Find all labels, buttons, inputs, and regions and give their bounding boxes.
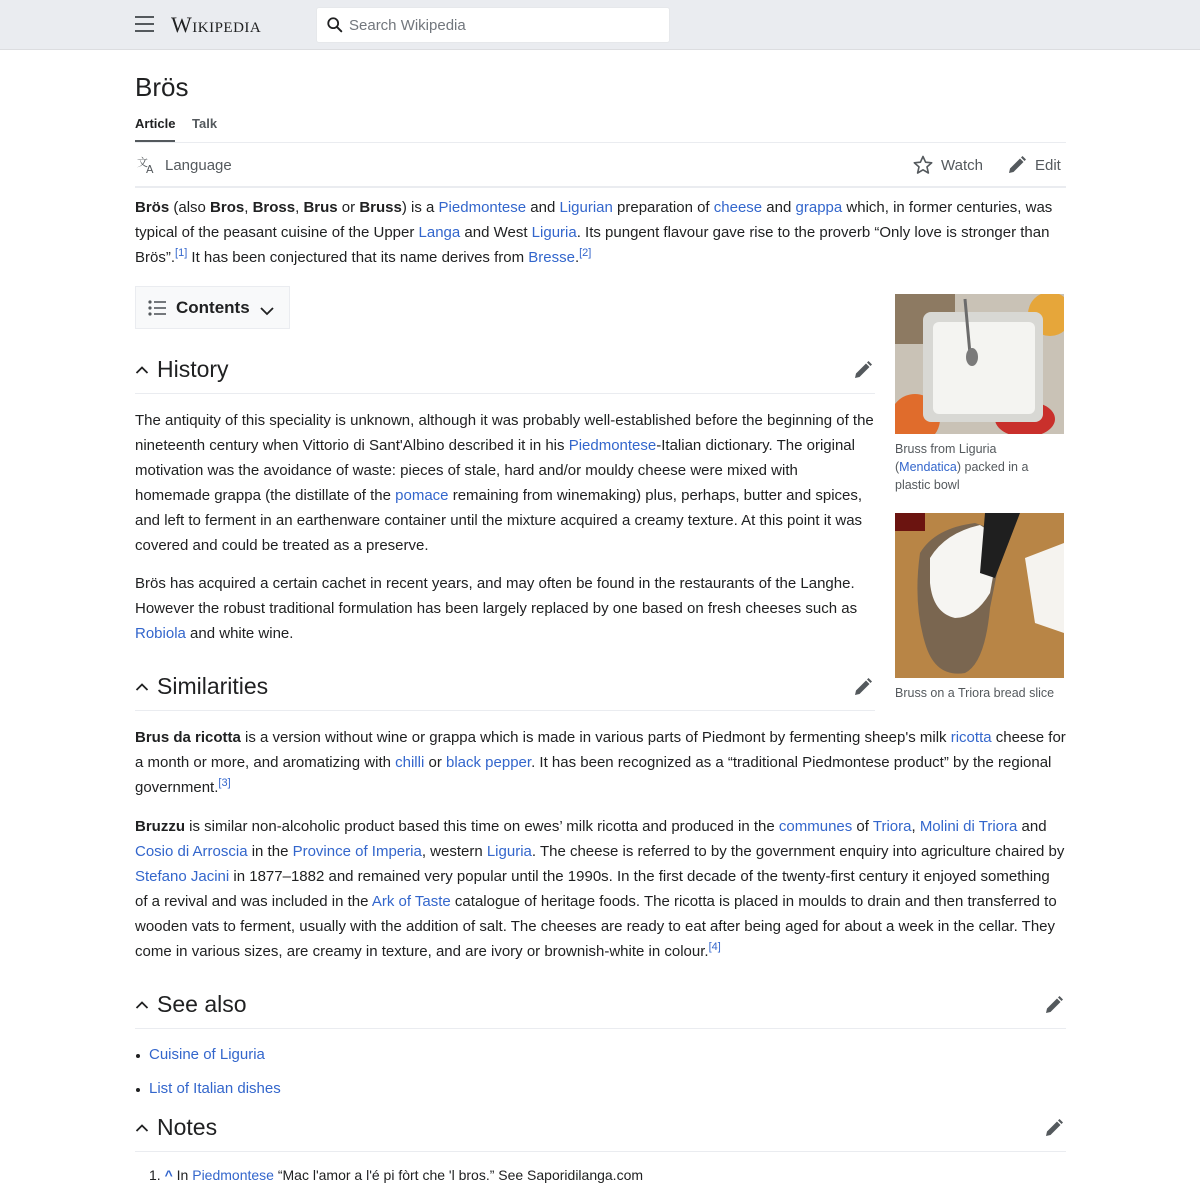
text: or: [424, 754, 446, 771]
link-piedmontese[interactable]: Piedmontese: [438, 199, 527, 216]
term-bold: Brus da ricotta: [135, 729, 241, 746]
bruss-bread-image[interactable]: [895, 513, 1064, 678]
term-bold: Bross: [252, 199, 296, 216]
link-ligurian[interactable]: Ligurian: [559, 199, 613, 216]
text: “Mac l'amor a l'é pi fòrt che 'l bros.” See Saporidilanga.com: [273, 1167, 644, 1183]
edit-button[interactable]: [1007, 155, 1061, 175]
language-button[interactable]: [137, 155, 232, 175]
text: .: [574, 249, 580, 266]
chevron-up-icon: [135, 680, 149, 694]
term-bold: Brus: [303, 199, 338, 216]
figure-bruss-bread: [895, 513, 1065, 702]
link-communes[interactable]: communes: [778, 818, 853, 835]
link-list-of-italian-dishes[interactable]: List of Italian dishes: [149, 1080, 281, 1097]
link-liguria[interactable]: Liguria: [531, 224, 577, 241]
term-bold: Bruss: [359, 199, 402, 216]
link-cosio-di-arroscia[interactable]: Cosio di Arroscia: [135, 843, 248, 860]
text: . Its pungent flavour gave rise to the proverb “Only love is stronger than Brös”.: [135, 224, 1050, 266]
list-icon: [148, 300, 166, 316]
term-bold: Bros: [210, 199, 245, 216]
note-item-1: [149, 1167, 643, 1183]
top-bar: [0, 0, 1200, 50]
language-icon: [137, 155, 157, 175]
link-ricotta[interactable]: ricotta: [950, 729, 992, 746]
text: is similar non-alcoholic product based this time on ewes’ milk ricotta and produced in the: [185, 818, 779, 835]
bruss-bowl-image[interactable]: [895, 294, 1064, 434]
watch-button[interactable]: [913, 155, 983, 175]
page-title: Brös: [135, 72, 189, 102]
link-piedmontese[interactable]: Piedmontese: [192, 1167, 274, 1183]
figure-caption: [895, 440, 1065, 494]
link-molini-di-triora[interactable]: Molini di Triora: [919, 818, 1018, 835]
text: In: [172, 1167, 193, 1183]
search-icon: [326, 16, 344, 34]
text: and white wine.: [185, 625, 294, 642]
section-title: Notes: [157, 1114, 218, 1140]
language-label: Language: [165, 156, 232, 174]
link-province-of-imperia[interactable]: Province of Imperia: [292, 843, 422, 860]
text: . It has been recognized as a “traditional Piedmontese product” by the regional government.: [135, 754, 1052, 796]
text: remaining from winemaking) plus, perhaps, butter and spices, and left to ferment in an earthenware container until the mixture acquired a creamy texture. At this point it was covered and could be treated as a preserve.: [135, 487, 863, 554]
link-cuisine-of-liguria[interactable]: Cuisine of Liguria: [149, 1046, 265, 1063]
text: ,: [911, 818, 920, 835]
term-bold: Bruzzu: [135, 818, 185, 835]
search-box[interactable]: [317, 8, 669, 42]
lead-paragraph: [135, 195, 1066, 270]
pencil-icon: [1007, 155, 1027, 175]
link-bresse[interactable]: Bresse: [528, 249, 575, 266]
caption-text: ) packed in a plastic bowl: [895, 460, 1029, 492]
see-also-list: [135, 1043, 281, 1111]
link-pomace[interactable]: pomace: [395, 487, 449, 504]
search-input[interactable]: [349, 8, 659, 42]
reference-3[interactable]: [3]: [218, 777, 231, 789]
link-mendatica[interactable]: Mendatica: [899, 460, 957, 474]
hamburger-icon-bar: [135, 23, 154, 25]
figure-caption: Bruss on a Triora bread slice: [895, 686, 1055, 700]
edit-section-icon[interactable]: [1044, 1118, 1064, 1138]
link-stefano-jacini[interactable]: Stefano Jacini: [135, 868, 230, 885]
chevron-down-icon: [260, 306, 274, 316]
link-robiola[interactable]: Robiola: [135, 625, 186, 642]
link-piedmontese[interactable]: Piedmontese: [568, 437, 657, 454]
section-notes-heading[interactable]: [135, 1104, 1066, 1152]
text: and West: [460, 224, 532, 241]
text: The antiquity of this speciality is unknown, although it was probably well-established before the beginning of the nineteenth century when Vittorio di Sant'Albino described it in his: [135, 412, 874, 454]
chevron-up-icon: [135, 363, 149, 377]
text: catalogue of heritage foods. The ricotta is placed in moulds to drain and then transferred to wooden vats to ferment, usually with the addition of salt. The cheeses are ready to eat after being aged for about a week in the cellar. They come in various sizes, are creamy in texture, and are ivory or brownish-white in colour.: [135, 893, 1057, 960]
text: of: [852, 818, 873, 835]
edit-label: Edit: [1035, 156, 1061, 174]
text: is a version without wine or grappa which is made in various parts of Piedmont by fermenting sheep's milk: [240, 729, 951, 746]
text: cheese for a month or more, and aromatizing with: [135, 729, 1066, 771]
text: Brös has acquired a certain cachet in recent years, and may often be found in the restaurants of the Langhe. However the robust traditional formulation has been largely replaced by one based on fresh cheeses such as: [135, 575, 858, 617]
text: or: [337, 199, 360, 216]
text: and: [526, 199, 560, 216]
link-cheese[interactable]: cheese: [713, 199, 763, 216]
hamburger-icon: [135, 16, 154, 18]
hamburger-icon-bar: [135, 30, 154, 32]
page-actions-bar: [135, 143, 1066, 188]
chevron-up-icon: [135, 998, 149, 1012]
text: ) is a: [401, 199, 439, 216]
link-langa[interactable]: Langa: [418, 224, 461, 241]
back-to-reference-link[interactable]: ^: [164, 1167, 173, 1183]
link-chilli[interactable]: chilli: [395, 754, 425, 771]
section-title: History: [157, 356, 229, 382]
text: which, in former centuries, was typical of the peasant cuisine of the Upper: [135, 199, 1053, 241]
text: preparation of: [612, 199, 714, 216]
edit-section-icon[interactable]: [853, 360, 873, 380]
namespace-tabs: [135, 116, 1066, 143]
text: and: [762, 199, 796, 216]
section-title: See also: [157, 991, 247, 1017]
section-title: Similarities: [157, 673, 269, 699]
svg-text:文: 文: [137, 156, 148, 169]
svg-text:A: A: [146, 163, 154, 175]
edit-section-icon[interactable]: [853, 677, 873, 697]
term-bold: Brös: [135, 199, 170, 216]
reference-2[interactable]: [2]: [579, 247, 592, 259]
section-similarities-heading[interactable]: [135, 663, 875, 711]
figure-bruss-bowl: [895, 294, 1065, 494]
link-grappa[interactable]: grappa: [795, 199, 843, 216]
section-history-heading[interactable]: [135, 346, 875, 394]
text: and: [1017, 818, 1047, 835]
text: (also: [169, 199, 211, 216]
similarities-paragraph-2: [135, 814, 1066, 964]
history-paragraph-2: [135, 571, 875, 646]
star-icon: [913, 155, 933, 175]
link-liguria[interactable]: Liguria: [486, 843, 532, 860]
text: It has been conjectured that its name derives from: [187, 249, 529, 266]
main-menu-button[interactable]: [135, 16, 154, 32]
edit-section-icon[interactable]: [1044, 995, 1064, 1015]
text: in 1877–1882 and remained very popular until the 1990s. In the first decade of the twenty-first century it enjoyed something of a revival and was included in the: [135, 868, 1050, 910]
contents-toggle[interactable]: [135, 286, 290, 329]
wikipedia-logo[interactable]: Wikipedia: [171, 12, 262, 37]
section-see-also-heading[interactable]: [135, 981, 1066, 1029]
reference-1[interactable]: [1]: [175, 247, 188, 259]
note-number: 1.: [149, 1167, 161, 1183]
history-paragraph-1: [135, 408, 875, 558]
list-item: [135, 1043, 281, 1077]
reference-4[interactable]: [4]: [708, 941, 721, 953]
text: in the: [247, 843, 293, 860]
watch-label: Watch: [941, 156, 983, 174]
text: ,: [244, 199, 253, 216]
tab-article[interactable]: Article: [135, 116, 175, 142]
link-black-pepper[interactable]: black pepper: [446, 754, 532, 771]
text: ,: [295, 199, 304, 216]
text: -Italian dictionary. The original motivation was the avoidance of waste: pieces of stale, hard and/or mouldy cheese were mixed with homemade grappa (the distillate of the: [135, 437, 855, 504]
caption-text: Bruss from Liguria (: [895, 442, 997, 474]
text: . The cheese is referred to by the government enquiry into agriculture chaired by: [531, 843, 1065, 860]
link-ark-of-taste[interactable]: Ark of Taste: [371, 893, 451, 910]
link-triora[interactable]: Triora: [872, 818, 912, 835]
chevron-up-icon: [135, 1121, 149, 1135]
contents-label: Contents: [176, 297, 250, 317]
text: , western: [421, 843, 487, 860]
similarities-paragraph-1: [135, 725, 1066, 800]
tab-talk[interactable]: Talk: [192, 116, 218, 131]
